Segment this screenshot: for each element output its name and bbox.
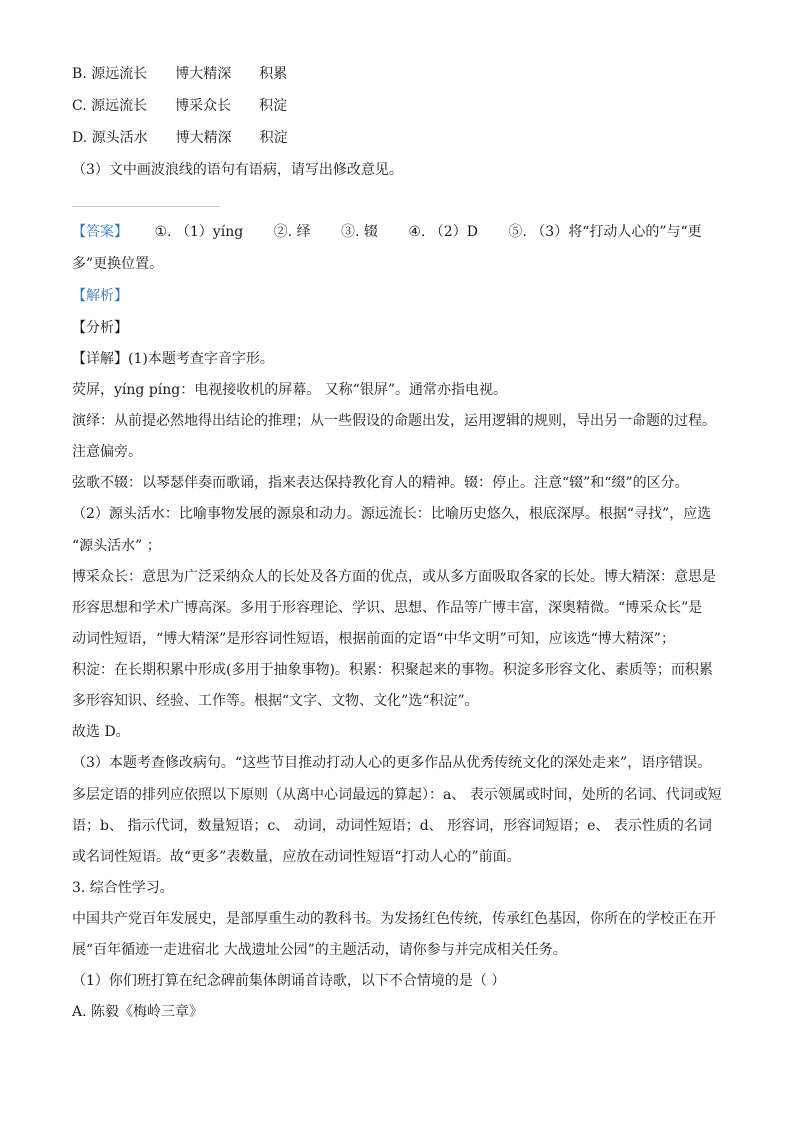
body-line: 演绎：从前提必然地得出结论的推理；从一些假设的命题出发，运用逻辑的规则，导出另一命题的过程。 <box>72 413 716 429</box>
body-line: 语；b、 指示代词，数量短语；c、 动词，动词性短语；d、 形容词，形容词短语；e、 表示性质的名词 <box>72 818 712 834</box>
body-line: 多层定语的排列应依照以下原则（从离中心词最远的算起）：a、 表示领属或时间，处所的名词、代词或短 <box>72 787 722 803</box>
answer-item-2: ②. 绎 <box>273 224 311 240</box>
answer-item-3: ③. 辍 <box>341 224 378 240</box>
answer-label: 【答案】 <box>72 224 128 240</box>
body-line: 荧屏，yíng píng：电视接收机的屏幕。 又称“银屏”。通常亦指电视。 <box>72 382 507 398</box>
body-line: 积淀：在长期积累中形成(多用于抽象事物)。积累：积聚起来的事物。积淀多形容文化、素质等；而积累 <box>72 662 713 678</box>
body-line: 中国共产党百年发展史，是部厚重生动的教科书。为发扬红色传统，传承红色基因，你所在的学校正在开 <box>72 911 716 927</box>
body-line: 博采众长：意思为广泛采纳众人的长处及各方面的优点，或从多方面吸取各家的长处。博大精深：意思是 <box>72 569 716 585</box>
body-line: 弦歌不辍：以琴瑟伴奏而歌诵，指来表达保持教化育人的精神。辍：停止。注意“辍”和“缀”的区分。 <box>72 475 689 491</box>
option-d: D. 源头活水 博大精深 积淀 <box>72 130 288 146</box>
answer-item-1: ①. （1）yíng <box>154 224 244 240</box>
option-b: B. 源远流长 博大精深 积累 <box>72 66 288 82</box>
section-heading: 3. 综合性学习。 <box>72 880 174 896</box>
body-line: 注意偏旁。 <box>72 444 142 460</box>
body-line: （3）本题考查修改病句。“这些节目推动打动人心的更多作品从优秀传统文化的深处走来”，语序错误。 <box>72 755 712 771</box>
option-c: C. 源远流长 博采众长 积淀 <box>72 98 288 114</box>
question-3-prompt: （3）文中画波浪线的语句有语病，请写出修改意见。 <box>72 162 403 178</box>
body-line: 【详解】(1)本题考查字音字形。 <box>72 351 274 367</box>
answer-row <box>72 222 702 242</box>
option-a: A. 陈毅《梅岭三章》 <box>72 1004 204 1020</box>
question-prompt: （1）你们班打算在纪念碑前集体朗诵首诗歌，以下不合情境的是（ ） <box>72 973 506 989</box>
separator-line <box>72 206 220 207</box>
body-line: 或名词性短语。故“更多”表数量，应放在动词性短语“打动人心的”前面。 <box>72 849 521 865</box>
body-line: 故选 D。 <box>72 724 130 740</box>
answer-item-4: ④. （2）D <box>408 224 478 240</box>
body-line: 多形容知识、经验、工作等。根据“文字、文物、文化”选“积淀”。 <box>72 693 479 709</box>
body-line: （2）源头活水：比喻事物发展的源泉和动力。源远流长：比喻历史悠久，根底深厚。根据“寻找”，应选 <box>72 506 712 522</box>
answer-continuation: 多”更换位置。 <box>72 256 164 272</box>
jiexi-label: 【解析】 <box>72 288 128 304</box>
answer-item-5: ⑤. （3）将“打动人心的”与“更 <box>508 224 702 240</box>
body-line: 动词性短语，“博大精深”是形容词性短语，根据前面的定语“中华文明”可知，应该选“博大精深”； <box>72 631 675 647</box>
body-line: “源头活水” ； <box>72 538 161 554</box>
fenxi-label: 【分析】 <box>72 320 128 336</box>
body-line: 展“百年循迹一走进宿北 大战遗址公园”的主题活动，请你参与并完成相关任务。 <box>72 942 567 958</box>
body-line: 形容思想和学术广博高深。多用于形容理论、学识、思想、作品等广博丰富，深奥精微。“博采众长”是 <box>72 600 703 616</box>
